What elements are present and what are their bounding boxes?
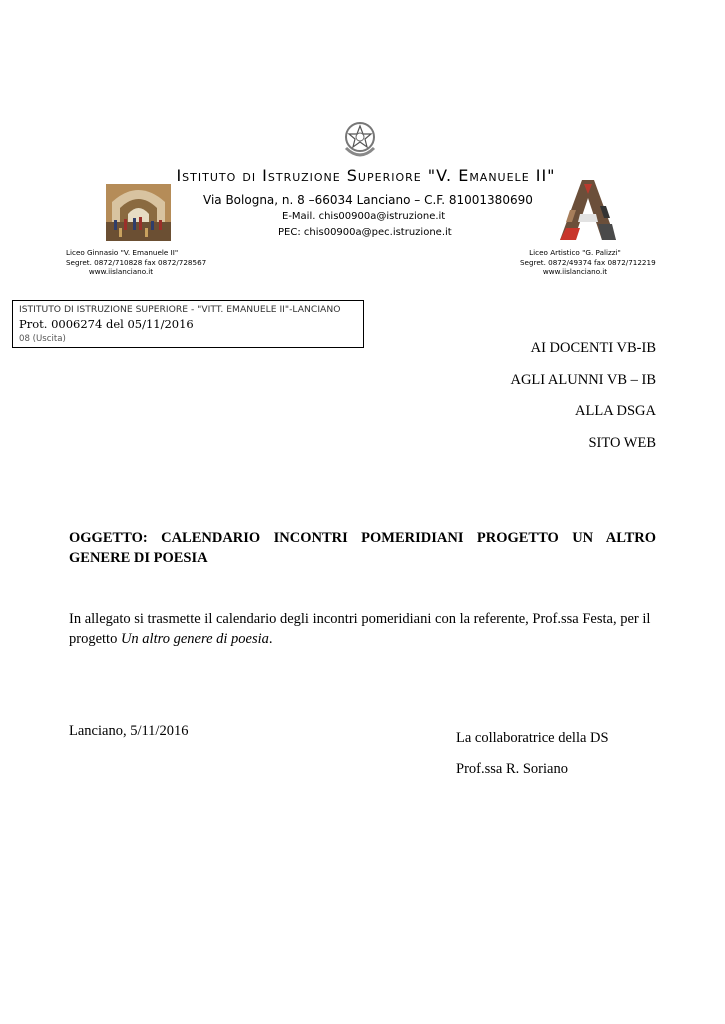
institute-address: Via Bologna, n. 8 –66034 Lanciano – C.F. 81001380690 (203, 193, 533, 207)
institute-pec: PEC: chis00900a@pec.istruzione.it (278, 227, 452, 238)
protocol-stamp (12, 300, 364, 348)
left-school-info (66, 248, 207, 277)
recipient: AGLI ALUNNI VB – IB (510, 371, 656, 388)
right-school-phones: Segret. 0872/49374 fax 0872/712219 (520, 257, 656, 267)
subject-line (69, 528, 656, 568)
recipient: AI DOCENTI VB-IB (530, 340, 656, 356)
recipients-list (510, 340, 656, 466)
project-title: Un altro genere di poesia (120, 631, 269, 647)
signer-name: Prof.ssa R. Soriano (456, 761, 568, 777)
right-school-name: Liceo Artistico "G. Palizzi" (529, 248, 621, 257)
body-text-end: . (268, 631, 273, 647)
right-school-info (520, 248, 656, 277)
left-school-website: www.iislanciano.it (88, 267, 154, 276)
left-school-phones: Segret. 0872/710828 fax 0872/728567 (66, 257, 207, 267)
signer-role: La collaboratrice della DS (456, 730, 609, 746)
body-text-main: In allegato si trasmette il calendario degli incontri pomeridiani con la referente, Prof.ssa Festa, per il progetto (69, 611, 651, 647)
protocol-number: Prot. 0006274 del 05/11/2016 (19, 317, 194, 331)
subject-line-2: GENERE DI POESIA (69, 550, 208, 566)
institute-name: Istituto di Istruzione Superiore "V. Emanuele II" (176, 166, 556, 185)
place-date: Lanciano, 5/11/2016 (69, 723, 189, 739)
italian-republic-emblem-icon (340, 118, 380, 162)
right-school-website: www.iislanciano.it (542, 267, 608, 276)
recipient: ALLA DSGA (575, 403, 656, 419)
protocol-direction: 08 (Uscita) (19, 334, 66, 344)
school-of-athens-image (106, 184, 171, 241)
liceo-artistico-logo (558, 180, 618, 240)
subject-line-1: OGGETTO: CALENDARIO INCONTRI POMERIDIANI PROGETTO UN ALTRO (69, 530, 656, 546)
body-paragraph (69, 609, 659, 649)
institute-email: E-Mail. chis00900a@istruzione.it (282, 211, 446, 222)
recipient: SITO WEB (588, 434, 656, 451)
protocol-institution: ISTITUTO DI ISTRUZIONE SUPERIORE - "VITT. EMANUELE II"-LANCIANO (19, 304, 341, 315)
signature-block (456, 723, 609, 785)
left-school-name: Liceo Ginnasio "V. Emanuele II" (66, 248, 179, 257)
